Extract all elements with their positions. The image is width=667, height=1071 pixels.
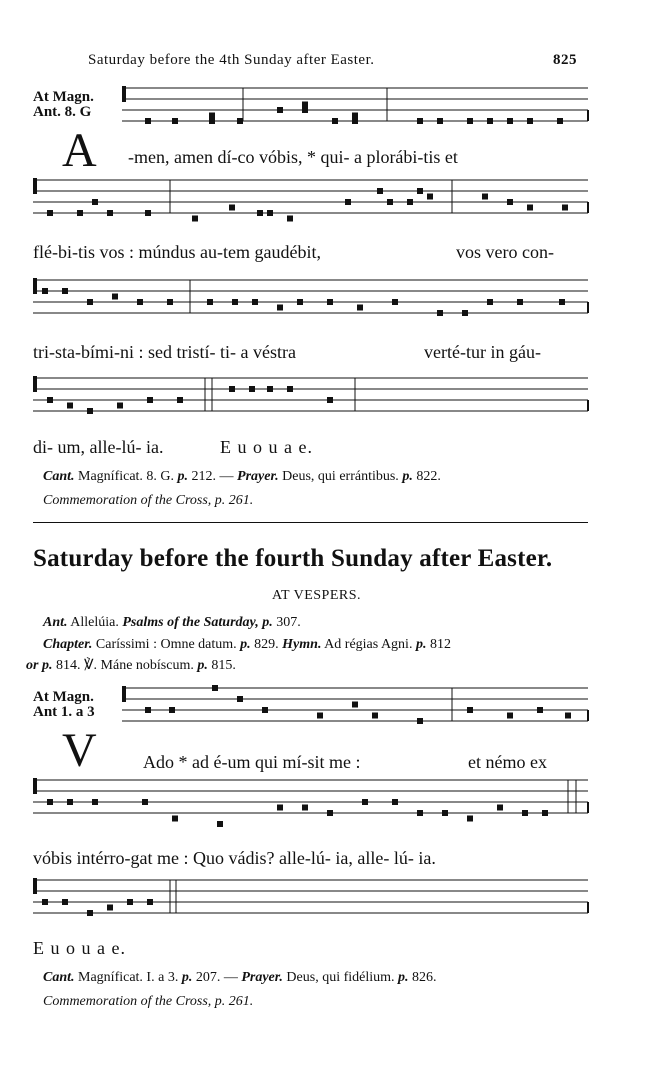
neume xyxy=(417,188,423,194)
page-ref: p. xyxy=(177,469,189,484)
neume xyxy=(277,305,283,311)
clef-mark xyxy=(33,178,37,194)
chant1-euouae: E u o u a e. xyxy=(220,437,313,457)
neume xyxy=(507,118,513,124)
chant2-lyric-line1: Ado * ad é-um qui mí-sit me : xyxy=(143,752,361,772)
neume xyxy=(467,118,473,124)
neume xyxy=(332,118,338,124)
psalms-num: 307. xyxy=(272,615,301,630)
page-num: 812 xyxy=(426,637,451,652)
neume xyxy=(287,216,293,222)
neume xyxy=(487,118,493,124)
neume xyxy=(559,299,565,305)
neume xyxy=(192,216,198,222)
clef-mark xyxy=(33,278,37,294)
neume xyxy=(117,403,123,409)
page-num: 829. xyxy=(250,637,283,652)
neume xyxy=(417,118,423,124)
neume xyxy=(277,107,283,113)
neume xyxy=(437,310,443,316)
clef-mark xyxy=(122,86,126,102)
neume xyxy=(377,188,383,194)
neume xyxy=(145,210,151,216)
neume xyxy=(317,713,323,719)
neume xyxy=(47,397,53,403)
neume xyxy=(267,386,273,392)
notes1-canticle-line xyxy=(43,469,441,485)
neume xyxy=(257,210,263,216)
neume xyxy=(207,299,213,305)
neume xyxy=(172,118,178,124)
chant1-lyric-line1: -men, amen dí-co vóbis, * qui- a plorábi-tis et xyxy=(128,147,458,167)
neume xyxy=(562,205,568,211)
cant-text: Magníficat. 8. G. xyxy=(74,469,175,484)
neume xyxy=(87,299,93,305)
prayer-text: Deus, qui fidélium. xyxy=(282,970,395,985)
neume xyxy=(407,199,413,205)
neume xyxy=(327,810,333,816)
cant-label: Cant. xyxy=(43,469,75,484)
neume xyxy=(565,713,571,719)
vespers-antiphon-line xyxy=(43,615,301,631)
neume xyxy=(302,805,308,811)
neume xyxy=(87,910,93,916)
neume xyxy=(249,386,255,392)
neume xyxy=(167,299,173,305)
page-num: 826. xyxy=(408,970,437,985)
page-num: 815. xyxy=(207,658,236,673)
neume xyxy=(169,707,175,713)
neume xyxy=(537,707,543,713)
chant1-label-mode: Ant. 8. G xyxy=(33,104,92,120)
neume xyxy=(229,205,235,211)
neume xyxy=(427,194,433,200)
neume xyxy=(287,386,293,392)
chant1-lyric-line2b: vos vero con- xyxy=(456,242,554,262)
section-title: Saturday before the fourth Sunday after Easter. xyxy=(33,545,553,572)
page-num: 822. xyxy=(412,469,441,484)
clef-mark xyxy=(33,878,37,894)
neume xyxy=(497,805,503,811)
neume xyxy=(172,816,178,822)
neume xyxy=(277,805,283,811)
page-ref: p. xyxy=(240,637,251,652)
page-ref: p. xyxy=(415,637,427,652)
chant2-initial: V xyxy=(62,724,97,777)
cant-text: Magníficat. I. a 3. xyxy=(74,970,179,985)
page-num: 212. — xyxy=(188,469,238,484)
page-ref: p. xyxy=(402,469,413,484)
neume xyxy=(127,899,133,905)
neume xyxy=(237,118,243,124)
chapter-text: Caríssimi : Omne datum. xyxy=(92,637,237,652)
neume xyxy=(527,118,533,124)
neume xyxy=(542,810,548,816)
neume xyxy=(417,810,423,816)
ant-label: Ant. xyxy=(43,615,68,630)
clef-mark xyxy=(122,686,126,702)
neume xyxy=(352,702,358,708)
neume xyxy=(507,199,513,205)
ant-text: Allelúia. xyxy=(67,615,123,630)
chant1-label-office: At Magn. xyxy=(33,89,94,105)
neume xyxy=(462,310,468,316)
chant1-initial: A xyxy=(62,124,97,177)
page-num: 207. — xyxy=(192,970,242,985)
hymn-label: Hymn. xyxy=(282,637,322,652)
neume xyxy=(147,397,153,403)
notes2-canticle-line xyxy=(43,970,437,986)
neume xyxy=(352,113,358,119)
neume xyxy=(137,299,143,305)
neume xyxy=(517,299,523,305)
neume xyxy=(62,899,68,905)
neume xyxy=(417,718,423,724)
neume xyxy=(47,210,53,216)
neume xyxy=(177,397,183,403)
neume xyxy=(62,288,68,294)
neume xyxy=(557,118,563,124)
clef-mark xyxy=(33,778,37,794)
neume xyxy=(237,696,243,702)
neume xyxy=(302,102,308,108)
chant1-lyric-line2: flé-bi-tis vos : múndus au-tem gaudébit, xyxy=(33,242,321,262)
neume xyxy=(112,294,118,300)
neume xyxy=(327,299,333,305)
neume xyxy=(392,299,398,305)
neume xyxy=(209,118,215,124)
versicle-text: 814. ℣. Máne nobíscum. xyxy=(52,658,194,673)
hymn-text: Ad régias Agni. xyxy=(321,637,413,652)
neume xyxy=(372,713,378,719)
page-number: 825 xyxy=(553,52,577,68)
clef-mark xyxy=(33,376,37,392)
neume xyxy=(487,299,493,305)
chant1-lyric-line3: tri-sta-bími-ni : sed tristí- ti- a véstra xyxy=(33,342,296,362)
section-divider xyxy=(33,522,588,523)
chant2-lyric-line1b: et némo ex xyxy=(468,752,547,772)
vespers-versicle-line xyxy=(26,657,236,674)
neume xyxy=(92,199,98,205)
neume xyxy=(42,288,48,294)
neume xyxy=(145,707,151,713)
prayer-label: Prayer. xyxy=(237,469,279,484)
or-page-ref: or p. xyxy=(26,658,53,673)
section-subtitle: AT VESPERS. xyxy=(272,588,362,603)
neume xyxy=(142,799,148,805)
neume xyxy=(392,799,398,805)
chant1-lyric-line3b: verté-tur in gáu- xyxy=(424,342,541,362)
neume xyxy=(47,799,53,805)
neume xyxy=(232,299,238,305)
psalms-ref: Psalms of the Saturday, p. xyxy=(122,615,273,630)
neume xyxy=(297,299,303,305)
page-ref: p. xyxy=(197,658,208,673)
prayer-text: Deus, qui errántibus. xyxy=(278,469,399,484)
neume xyxy=(357,305,363,311)
chant1-lyric-line4: di- um, alle-lú- ia. xyxy=(33,437,164,457)
neume xyxy=(437,118,443,124)
prayer-label: Prayer. xyxy=(241,970,283,985)
neume xyxy=(87,408,93,414)
chant2-label-office: At Magn. xyxy=(33,689,94,705)
neume xyxy=(522,810,528,816)
neume xyxy=(217,821,223,827)
page-ref: p. xyxy=(181,970,193,985)
neume xyxy=(107,905,113,911)
neume xyxy=(327,397,333,403)
neume xyxy=(352,118,358,124)
neume xyxy=(527,205,533,211)
neume xyxy=(77,210,83,216)
neume xyxy=(302,107,308,113)
running-title: Saturday before the 4th Sunday after Easter. xyxy=(88,52,375,68)
neume xyxy=(507,713,513,719)
neume xyxy=(212,685,218,691)
neume xyxy=(92,799,98,805)
neume xyxy=(67,403,73,409)
neume xyxy=(467,816,473,822)
neume xyxy=(345,199,351,205)
neume xyxy=(107,210,113,216)
neume xyxy=(482,194,488,200)
neume xyxy=(145,118,151,124)
notes1-commemoration: Commemoration of the Cross, p. 261. xyxy=(43,493,254,508)
page-ref: p. xyxy=(398,970,409,985)
neume xyxy=(467,707,473,713)
notes2-commemoration: Commemoration of the Cross, p. 261. xyxy=(43,994,254,1009)
neume xyxy=(362,799,368,805)
neume xyxy=(209,113,215,119)
neume xyxy=(387,199,393,205)
neume xyxy=(67,799,73,805)
neume xyxy=(147,899,153,905)
neume xyxy=(42,899,48,905)
neume xyxy=(229,386,235,392)
cant-label: Cant. xyxy=(43,970,75,985)
neume xyxy=(442,810,448,816)
chant2-lyric-line2: vóbis intérro-gat me : Quo vádis? alle-lú- ia, alle- lú- ia. xyxy=(33,848,436,868)
neume xyxy=(252,299,258,305)
chapter-label: Chapter. xyxy=(43,637,93,652)
neume xyxy=(262,707,268,713)
neume xyxy=(267,210,273,216)
chant2-euouae: E u o u a e. xyxy=(33,938,126,958)
vespers-chapter-line xyxy=(43,637,451,653)
chant2-label-mode: Ant 1. a 3 xyxy=(33,704,95,720)
